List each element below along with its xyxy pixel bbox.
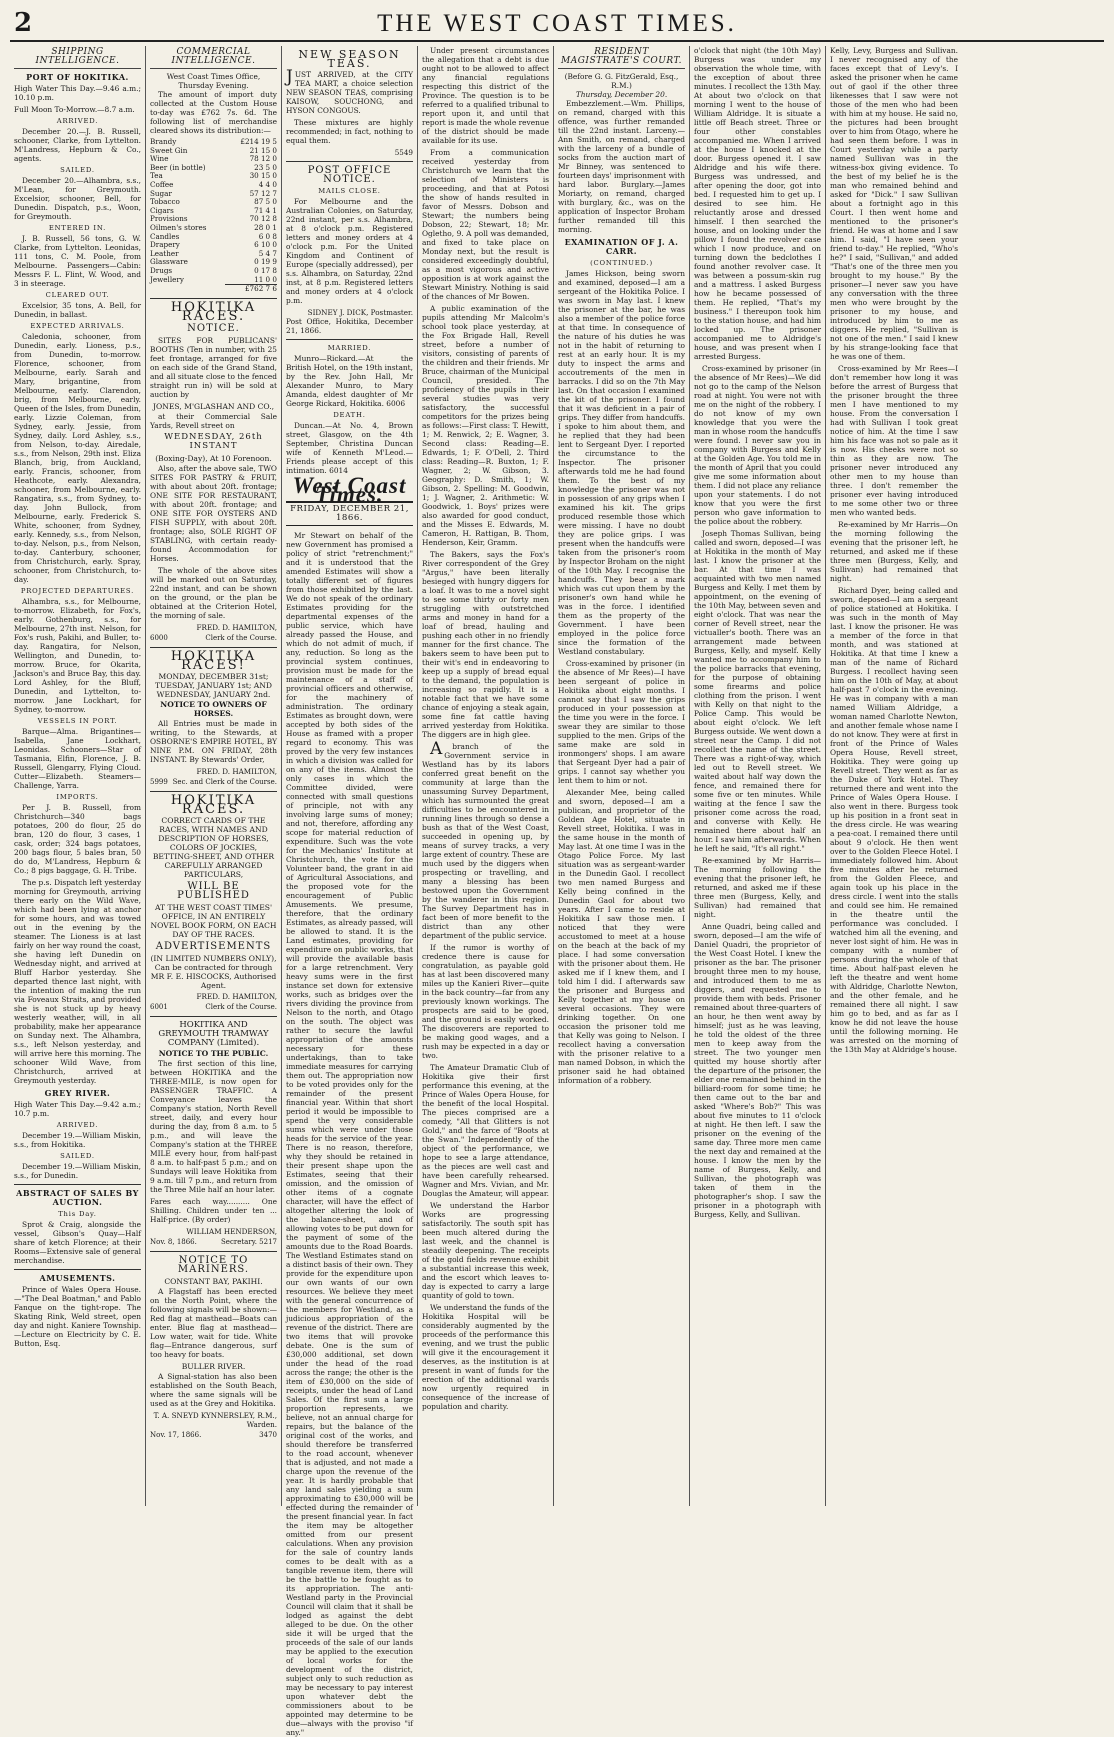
divider [14, 1184, 141, 1185]
expected-text: Caledonia, schooner, from Dunedin, early. Lioness, p.s., from Dunedin, to-morrow. Florence, schooner, from Melbourne, early. Sarah and Mary, brigantine, from Melbourne, early. Clarendon, brig, from Melbourne, early. Queen of the Isles, from Dunedin, early. Lizzie Coleman, from Sydney, early. Jessie, from Sydney, daily. Lord Ashley, s.s., from Nelson, to-day. Airedale, s.s., from Nelson, 29th inst. Eliza Blanch, brig, from Auckland, early. Francis, schooner, from Heathcote, early. Alexandra, schooner, from Melbourne, early. Rangatira, s.s., from Sydney, to-day. John Bullock, from Melbourne, early. Frederick S. White, schooner, from Sydney, early. Kennedy, s.s., from Nelson, to-day. Nelson, p.s., from Nelson, to-day. Canterbury, schooner, from Christchurch, early. Spray, schooner, from Christchurch, to-day. [14, 332, 141, 584]
grey-arrived-text: December 19.—William Miskin, s.s., from Hokitika. [14, 1131, 141, 1149]
entered-heading: ENTERED IN. [48, 224, 107, 232]
races2-sign2: Sec. and Clerk of the Course. [172, 777, 277, 786]
divider [150, 647, 277, 648]
item-value: 71 4 1 [254, 205, 277, 215]
races2-sign-row [150, 778, 277, 787]
page-number: 2 [14, 8, 33, 38]
item-value: 23 5 0 [254, 162, 277, 172]
races3-sign2: Clerk of the Course. [205, 1002, 277, 1011]
divider [150, 1251, 277, 1252]
news-paragraph: We understand the Harbor Works are progressing satisfactorily. The south spit has been much altered during the last week, and the channel is steadily deepening. The receipts of the gold fields revenue exhibit a substantial increase this week, and the escort which leaves to-day is expected to carry a large quantity of gold to town. [422, 1201, 549, 1300]
item-value: 0 17 8 [254, 265, 277, 275]
column-news [418, 46, 554, 1506]
news-paragraph: The Bakers, says the Fox's River correspondent of the Grey "Argus," have been literally besieged with hungry diggers for a loaf. It was to me a novel sight to see some thirty or forty men struggling with outstretched arms and money in hand for a loaf of bread, hauling and pushing each other in no friendly manner for the first chance. The bakers seem to have been put to their wit's end in endeavoring to keep up a supply of bread equal to the demand, the population is increasing so rapidly. It is a notable fact that we have some chance of enjoying a steak again, some fine fat cattle having arrived yesterday from Hokitika. The diggers are in high glee. [422, 550, 549, 739]
sailed-heading: SAILED. [60, 166, 95, 174]
post-office-heading: POST OFFICE NOTICE. [307, 165, 392, 185]
grey-high-water: High Water This Day.—9.42 a.m.; 10.7 p.m. [14, 1100, 141, 1118]
divider [150, 791, 277, 792]
mariners-sub: CONSTANT BAY, PAKIHI. [164, 1276, 263, 1286]
table-total-row [150, 285, 277, 294]
tramway-secretary: Secretary. 5217 [221, 1237, 277, 1246]
item-value: 78 12 0 [249, 154, 277, 164]
news-paragraph: Abranch of the Government service in Westland has by its labors conferred great benefit on the community at large than the unassuming Survey Department, which has surmounted the great difficulties to be encountered in running lines through so dense a bush as that of the West Coast, succeeded in opening up, by means of survey tracks, a very large extent of country. These are much used by the diggers when prospecting or travelling, and many a blessing has been bestowed upon the Government by the wanderer in this region. The Survey Department has in fact been of more benefit to the district than any other department of the public service. [422, 739, 549, 940]
buller-sign: T. A. SNEYD KYNNERSLEY, R.M., Warden. [153, 1410, 277, 1429]
item-name: Brandy [150, 137, 177, 146]
expected-heading: EXPECTED ARRIVALS. [30, 322, 125, 330]
court-text: Alexander Mee, being called and sworn, deposed—I am a publican, and proprietor of the Golden Age Hotel, situate in Revell street, Hokitika. I was in the same house in the month of May last. At one time I was in the Otago Police Force. My last situation was as sergeant-warder in the Dunedin Gaol. I recollect two men named Burgess and Kelly being confined in the Dunedin Gaol for about two years. After I came to reside at Hokitika I saw those men. I noticed that they were accustomed to meet at a house on the beach at the back of my place. I had some conversation with the prisoner about them. He asked me if I knew them, and I told him I did. I afterwards saw the prisoner and Burgess and Kelly together at my house on several occasions. They were drinking together. On one occasion the prisoner told me that Kelly was going to Nelson. I recollect having a conversation with the prisoner relative to a man named Dobson, in which the prisoner said he had obtained information of a robbery. [558, 788, 685, 1085]
item-value: 57 12 7 [249, 188, 277, 198]
duty-intro: The amount of import duty collected at the Custom House to-day was £762 7s. 6d. The following list of merchandise cleared shows its distribution:— [150, 90, 277, 135]
news-paragraph: A public examination of the pupils attending Mr Malcolm's school took place yesterday, at the Fox Brigade Hall, Revell street, before a number of visitors, consisting of parents of the children and their friends. Mr Bruce, chairman of the Municipal Council, presided. The proficiency of the pupils in their several studies was very satisfactory, the successful competitors for the prizes being as follows:—First class: T. Hewitt, 1; M. Renwick, 2; E. Wagner, 3. Second class: Reading—E. Edwards, 1; F. O'Dell, 2. Third class: Reading—R. Buxton, 1; F. Wagner, 2; W. Gibson, 3. Geography: D. Smith, 1; W. Gibson, 2. Spelling: M. Goodwin, 1; J. Wagner, 2. Arithmetic: W. Goodwick, 1. Boys' prizes were also awarded for good conduct, and the Misses E. Edwards, M. Cameron, H. Rattigan, B. Thom, Henderson, Keir, Gramm. [422, 304, 549, 547]
races-sign-row [150, 634, 277, 643]
examination-heading: EXAMINATION OF J. A. CARR. [564, 237, 679, 256]
races3-adv: ADVERTISEMENTS [155, 940, 272, 952]
section-title-commercial: COMMERCIAL INTELLIGENCE. [150, 48, 277, 69]
sale-time: (Boxing-Day), At 10 Forenoon. [155, 453, 272, 463]
projected-text: Alhambra, s.s., for Melbourne, to-morrow. Elizabeth, for Fox's, early. Gothenburg, s.s., for Melbourne, 27th inst. Nelson, for Fox's rush, Pakihi, and Buller, to-day. Rangatira, for Nelson, Wellington, and Dunedin, to-morrow. Bruce, for Okarita, Jackson's and Bruce Bay, this day. Lord Ashley, for the Bluff, Dunedin, and Lyttelton, to-morrow. Jane Lockhart, for Sydney, to-morrow. [14, 597, 141, 714]
ad-number: 5999 [150, 777, 168, 786]
entered-text: J. B. Russell, 56 tons, G. W. Clarke, from Lyttelton. Leonidas, 111 tons, C. M. Poole, from Melbourne. Passengers—Cabin: Messrs F. L. Flint, W. Wood, and 3 in steerage. [14, 234, 141, 288]
death-text: Duncan.—At No. 4, Brown street, Glasgow, on the 4th September, Christina Duncan wife of Kenneth M'Leod.—Friends please accept of this intimation. 6014 [286, 421, 413, 475]
sale-date: WEDNESDAY, 26th INSTANT [164, 431, 263, 451]
married-heading: MARRIED. [327, 344, 372, 352]
item-name: Coffee [150, 179, 174, 189]
court-text: Anne Quadri, being called and sworn, deposed—I am the wife of Daniel Quadri, the proprietor of the West Coast Hotel. I knew the prisoner as the bar. The prisoner brought three men to my house, and introduced them to me as diggers, and requested me to provide them with beds. Prisoner remained about three-quarters of an hour, he then went away by himself; just as he was leaving, he told the oldest of the three men to keep away from the street. The two younger men quitted my house shortly after the departure of the prisoner, the elder one remained behind in the billiard-room for some time; he then came out to the bar and asked "Where's Bob?" This was about five minutes to 11 o'clock at night. He then left. I saw the prisoner on the evening of the same day. Three more men came the next day and remained at the house. I know the men by the name of Burgess, Kelly, and Sullivan, the photograph was taken of them in the photographer's shop. I saw the prisoner in a photograph with Burgess, Kelly, and Sullivan. [694, 922, 821, 1219]
column-court [554, 46, 690, 1506]
notice-heading: NOTICE. [187, 322, 240, 334]
item-value: 11 0 0 [254, 274, 277, 284]
newspaper-title: THE WEST COAST TIMES. [377, 10, 737, 37]
ad-number: 5549 [394, 148, 413, 157]
ad-number: 6001 [150, 1002, 168, 1011]
court-heading: RESIDENT MAGISTRATE'S COURT. [558, 48, 685, 69]
abstract-day: This Day. [58, 1210, 97, 1218]
item-name: Drugs [150, 265, 173, 275]
races3-text3: (IN LIMITED NUMBERS ONLY), Can be contracted for through MR F. E. HISCOCKS, Authorised Agent. [150, 953, 277, 990]
divider [150, 298, 277, 299]
married-text: Munro—Rickard.—At the British Hotel, on the 19th instant, by the Rev. John Hall, Mr Alexander Munro, to Mary Amanda, eldest daughter of Mr George Rickard, Hokitika. 6006 [286, 354, 413, 408]
item-name: Drapery [150, 240, 180, 250]
office-line: West Coast Times Office, [166, 72, 261, 81]
court-date: Thursday, December 20. [575, 90, 668, 99]
court-text: James Hickson, being sworn and examined, deposed—I am a sergeant of the Hokitika Police. I was sworn in May last. I knew the prisoner at the bar, he was also a member of the police force at that time. In consequence of the nature of his duties he was not in the habit of returning to rest at an early hour. It is my duty to inspect the arms and accoutrements of the men in barracks. I did so on the 7th May last. On that occasion I examined the kit of the prisoner. I found that it was deficient in a pair of grips. They differ from handcuffs. I spoke to him about them, and he replied that they had been lent to Sergeant Dyer. I reported the circumstance to the Inspector. The prisoner afterwards told me he had found them. To the best of my knowledge the prisoner was not in possession of any grips when I examined his kit. The grips produced resemble those which were missing. I have no doubt they are police grips. I was present when the handcuffs were taken from the prisoner's room by Inspector Broham on the night of the 10th May. I recognise the handcuffs. They bear a mark which was cut upon them by the prisoner's own hand while he was in the force. I identified them as the property of the Government. I have been employed in the police force since the formation of the Westland constabulary. [558, 269, 685, 656]
news-paragraph: The Amateur Dramatic Club of Hokitika give their first performance this evening, at the Prince of Wales Opera House, for the benefit of the local Hospital. The pieces comprised are a comedy, "All that Glitters is not Gold," and the farce of "Boots at the Swan." Independently of the object of the performance, we hope to see a large attendance, as the pieces are well cast and have been carefully rehearsed. Wagner and Mrs. Vivian, and Mr. Douglas the Amateur, will appear. [422, 1063, 549, 1198]
postmaster-sign: SIDNEY J. DICK, Postmaster. [307, 308, 413, 317]
duty-total: £762 7 6 [225, 285, 277, 294]
court-text: Re-examined by Mr Harris—On the morning following the evening that the prisoner left, he returned, and asked me if these three men (Burgess, Kelly, and Sullivan) had remained that night. [830, 520, 958, 583]
mariners-heading: NOTICE TO MARINERS. [177, 1254, 250, 1275]
races-ad-text2: at their Commercial Sale Yards, Revell street on [150, 411, 277, 430]
court-text: Embezzlement.—Wm. Phillips, on remand, charged with this offence, was further remanded till the 22nd instant. Larceny.—Ann Smith, on remand, charged with the larceny of a bundle of socks from the auction mart of Mr Binney, was sentenced to fourteen days' imprisonment with hard labor. Burglary.—James Moriarty, on remand, charged with burglary, &c., was on the application of Inspector Broham further remanded till this morning. [558, 99, 685, 234]
section-title-shipping: SHIPPING INTELLIGENCE. [14, 48, 141, 69]
news-paragraph: If the rumor is worthy of credence there is cause for congratulation, as payable gold has at last been discovered many miles up the Kanieri River—quite in the back country—far from any previously known workings. The prospects are said to be good, and the ground is easily worked. The discoverers are reported to be making good wages, and a rush may be expected in a day or two. [422, 943, 549, 1060]
cleared-text: Excelsior, 35 tons, A. Bell, for Dunedin, in ballast. [14, 301, 141, 319]
item-value: 87 5 0 [254, 197, 277, 207]
column-notices-editorial [282, 46, 418, 1737]
news-paragraph: From a communication received yesterday from Christchurch we learn that the selection of Ministers is proceeding, and that at Potosi the show of hands resulted in favor of Messrs. Dobson and Stewart; the numbers being Dobson, 22; Stewart, 18; Mr. Ogletho, 9. A poll was demanded, and fixed to take place on Monday next, but the result is considered exceedingly doubtful, as a most vigorous and active opposition is at work against the Stewart Ministry. Nothing is said of the chances of Mr Bowen. [422, 148, 549, 301]
grey-sailed-text: December 19.—William Miskin, s.s., for Dunedin. [14, 1162, 141, 1180]
editorial-text: Mr Stewart on behalf of the new Government has promised a policy of strict "retrenchment;" and it is understood that the amended Estimates will show a totally different set of figures from those exhibited by the last. We do not speak of the ordinary Estimates providing for the departmental expenses of the public service, which have already passed the House, and which do not admit of much, if any, reduction. So long as the provincial system continues, provision must be made for the maintenance of a staff of provincial officers and otherwise, for the machinery of administration. The ordinary Estimates as brought down, were accepted by both sides of the House as framed with a proper regard to economy. This was proved by the very few instances in which a division was called for on any of the items. Almost the only cases in which the Committee divided, were connected with small questions of principle, not with any involving large sums of money; and not, therefore, affording any scope for material reduction of expenditure. Such was the vote for the Mechanics' Institute at Christchurch, the vote for the Volunteer band, the grant in aid of Agricultural Associations, and the proposed vote for the encouragement of Public Amusements. We presume, therefore, that the ordinary Estimates, as already passed, will be allowed to stand. It is the Land estimates, providing for expenditure on public works, that will provide the available basis for a large retrenchment. Very heavy sums were in the first instance set down for extensive works, such as bridges over the rivers dividing the province from Nelson to the north, and Otago on the south. The object was rather to secure the lawful appropriation of the amounts necessary for these undertakings, than to take immediate measures for carrying them out. The appropriation now to be voted provides only for the remainder of the present financial year. Within that short period it would be impossible to spend the very considerable sums which were under those heads for the service of the year. There is no reason, therefore, why they should be retained in their present shape upon the Estimates, seeing that their omission, and the omission of other items of a cognate character, will have the effect of altogether altering the look of the balance-sheet, and of allowing votes to be put down for the payment of some of the amounts due to the Road Boards. The Westland Estimates stand on a distinct basis of their own. They provide for the expenditure upon our own wants of our own resources. We believe they meet with the general concurrence of the members for Westland, as a judicious appropriation of the revenue of the district. There are two items that will provoke debate. One is the sum of £30,000 additional, set down under the head of the road across the range; the other is the item of £30,000 on the side of receipts, under the head of Land Sales. Of the first sum a large proportion represents, we believe, not an annual charge for repairs, but the balance of the original cost of the works, and should therefore be transferred to the road account, whenever that is adjusted, and not made a charge upon the revenue of the year. It is hardly probable that any land sales yielding a sum approximating to £30,000 will be effected during the remainder of the present financial year. In fact the item may be altogether omitted from our present calculations. When any provision for the sale of country lands comes to be dealt with as a tangible revenue item, there will be the battle to be fought as to its appropriation. The anti-Westland party in the Provincial Council will claim that it shall be lodged as against the debt alleged to be due. On the other side it will be urged that the proceeds of the sale of our lands may be applied to the execution of local works for the development of the district, subject only to such reduction as may be necessary to pay interest upon whatever debt the commissioners about to be appointed may determine to be due—always with the proviso "if any." [286, 531, 413, 1737]
item-name: Glassware [150, 257, 188, 267]
races-ad-text4: The whole of the above sites will be marked out on Saturday, 22nd instant, and can be shown on the ground, or the plan be obtained at the Criterion Hotel, the morning of sale. [150, 565, 277, 620]
tramway-date: Nov. 8, 1866. [150, 1237, 197, 1246]
continued-label: (CONTINUED.) [590, 259, 653, 267]
buller-heading: BULLER RIVER. [181, 1361, 246, 1371]
item-name: Sweet Gin [150, 145, 188, 155]
item-name: Provisions [150, 214, 188, 224]
court-text: o'clock that night (the 10th May) Burgess was under my observation the whole time, with the exception of about three minutes. I recollect the 13th May. At about two o'clock on that morning I went to the house of William Aldridge. It is situate a little off Beach street. Three or four other constables accompanied me. When I arrived at the house I knocked at the door. Burgess opened it. I saw Aldridge and his wife there. Burgess was undressed, and after opening the door, got into bed. I requested him to get up. I desired to see him. He reluctantly arose and dressed himself. I then searched the house, and on looking under the pillow I found the revolver case which I now produce, and on turning down the bedclothes I found another revolver case. It was between a possum-skin rug and a mattress. I asked Burgess how he became possessed of them. He replied, "That's my business." I thereupon took him to the station house, and had him locked up. The prisoner accompanied me to Aldridge's house, and was present when I arrested Burgess. [694, 46, 821, 361]
divider [286, 339, 413, 340]
column-court-continued-2 [826, 46, 962, 1506]
item-value: 70 12 8 [249, 214, 277, 224]
races-sign2: Clerk of the Course. [205, 633, 277, 642]
court-text: Cross-examined by prisoner (in the absence of Mr Rees)—I have been sergeant of police in Hokitika about eight months. I cannot say that I saw the grips produced in your possession at the time you were in the force. I swear they are similar to those supplied to the men. Grips of the same make are sold in ironmongers' shops. I am aware that Sergeant Dyer had a pair of grips. I cannot say whether you lent them to him or not. [558, 659, 685, 785]
item-value: 30 15 0 [249, 171, 277, 181]
races3-sign-row [150, 1003, 277, 1012]
item-name: Tobacco [150, 197, 180, 207]
ad-number: 3470 [259, 1430, 277, 1439]
tramway-sign-row [150, 1238, 277, 1247]
item-value: 6 0 8 [258, 231, 277, 241]
columns [10, 46, 1104, 1737]
races2-heading: HOKITIKA RACES! [170, 648, 257, 673]
court-before: (Before G. G. FitzGerald, Esq., R.M.) [564, 72, 679, 90]
ad-number: 6000 [150, 633, 168, 642]
divider [14, 1269, 141, 1270]
high-water: High Water This Day.—9.46 a.m.; 10.10 p.m. [14, 84, 141, 102]
tramway-heading: HOKITIKA AND GREYMOUTH TRAMWAY COMPANY (Limited). [158, 1019, 269, 1048]
item-name: Cigars [150, 205, 174, 215]
grey-sailed-heading: SAILED. [60, 1152, 95, 1160]
races3-text: CORRECT CARDS OF THE RACES, WITH NAMES AND DESCRIPTION OF HORSES, COLORS OF JOCKIES, BETTING-SHEET, AND OTHER CAREFULLY ARRANGED PARTICULARS, [152, 815, 275, 879]
court-text: Cross-examined by prisoner (in the absence of Mr Rees)—We did not go to the camp of the Nelson road at night. You were not with me on the night of the robbery. I do not know of my own knowledge that you were the man in whose room the handcuffs were found. I never saw you in company with Burgess and Kelly at the Golden Age. You told me in the month of April that you could give me some information about them. I did not place any reliance upon your statements. I do not know that you were the first person who gave information to the police about the robbery. [694, 364, 821, 526]
abstract-heading: ABSTRACT OF SALES BY AUCTION. [16, 1188, 139, 1207]
court-text: Cross-examined by Mr Rees—I don't remember how long it was before the arrest of Burgess that the prisoner brought the three men I have mentioned to my house. From the conversation I had with Sullivan I took great notice of him. At the time I saw him his face was not so pale as it is now. His cheeks were not so thin as they are now. The prisoner never introduced any other men to my house than three. I don't remember the prisoner ever having introduced to me some other two or three men who wanted beds. [830, 364, 958, 517]
projected-heading: PROJECTED DEPARTURES. [20, 587, 135, 595]
teas-heading: NEW SEASON TEAS. [298, 48, 401, 70]
masthead [10, 6, 1104, 42]
races-ad-text1: SITES FOR PUBLICANS' BOOTHS (Ten in number, with 25 feet frontage, arranged for five on each side of the Grand Stand, and all situate close to the fenced straight run in) will be sold at auction by [150, 335, 277, 399]
races3-text2: AT THE WEST COAST TIMES' OFFICE, IN AN ENTIRELY NOVEL BOOK FORM, ON EACH DAY OF THE RACES. [150, 902, 277, 939]
tramway-fares: Fares each way.......... One Shilling. Children under ten ... Half-price. (By order) [150, 1196, 277, 1224]
item-name: Tea [150, 171, 163, 181]
column-court-continued [690, 46, 826, 1506]
item-value: 28 0 1 [254, 222, 277, 232]
full-moon: Full Moon To-Morrow.—8.7 a.m. [14, 105, 135, 114]
item-name: Jewellery [150, 274, 184, 284]
buller-sign-row [150, 1431, 277, 1440]
item-value: 0 19 9 [254, 257, 277, 267]
arrived-heading: ARRIVED. [56, 117, 99, 125]
vessels-heading: VESSELS IN PORT. [37, 717, 118, 725]
court-text: Joseph Thomas Sullivan, being called and sworn, deposed—I was at Hokitika in the month of May last. I know the prisoner at the bar. At that time I was acquainted with two men named Burgess and Kelly. I met them by appointment, on the evening of the 10th May, between seven and eight o'clock. That was near the corner of Revell street, near the victualler's booth. There was an arrangement made between Burgess, Kelly, and myself. Kelly wanted me to accompany him to the police barracks that evening, for the purpose of obtaining some firearms and police clothing from the prison. I went with Kelly on that night to the Police Camp. This would be about eight o'clock. We left Burgess outside. We went down a street near the Camp. I did not recollect the name of the street. There was a right-of-way, which led out to Revell street. We waited about half way down the fence, and remained there for some five or ten minutes. While waiting at the fence I saw the prisoner come across the road, and converse with Kelly. He remained there about half an hour. I saw him afterwards. When he left he said, "It's all right." [694, 529, 822, 853]
races2-sign: FRED. D. HAMILTON, [196, 766, 277, 776]
item-value: £214 19 5 [240, 137, 277, 146]
port-heading: PORT OF HOKITIKA. [26, 72, 129, 82]
divider [286, 161, 413, 162]
item-value: 5 4 7 [258, 248, 277, 258]
races-ad-text3: Also, after the above sale, TWO SITES FOR PASTRY & FRUIT, with about about 20ft. frontage; ONE SITE FOR RESTAURANT, with about 20ft. frontage; and ONE SITE FOR OYSTERS AND FISH SUPPLY, with about 20ft. frontage; also, SOLE RIGHT OF STABLING, with certain ready-found Accommodation for Horses. [150, 463, 277, 563]
races-sign1: FRED. D. HAMILTON, [196, 622, 277, 632]
races2-text: All Entries must be made in writing, to the Stewards, at OSBORNE'S EMPIRE HOTEL, BY NINE P.M. ON FRIDAY, 28th INSTANT. By Stewards' Order, [150, 718, 277, 764]
item-name: Leather [150, 248, 179, 258]
court-text: Kelly, Levy, Burgess and Sullivan. I never recognised any of the faces except that of Levy's. I asked the prisoner when he came out of gaol if the other three likenesses that I saw were not those of the men who had been with him at my house. He said no, the pictures had been brought over to him from Otago, where he had seen them before. I was in Court yesterday while a party named Sullivan was in the witness-box giving evidence. To the best of my belief he is the man who remained behind and asked for "Dick." I saw Sullivan about a fortnight ago in this Court. I then went home and mentioned to the prisoner's friend. He was at home and I saw him. I said, "I have seen your friend to-day." He replied, "Who's he?" I said, "Sullivan," and added "That's one of the three men you brought to my house." By the prisoner—I never saw you have any conversation with the three men who were brought by the prisoner to my house, and introduced by him to me as diggers. He replied, "Sullivan is not one of the men." I said I knew by his strange-looking face that he was one of them. [830, 46, 958, 361]
races3-big: WILL BE PUBLISHED [177, 880, 250, 901]
tramway-text: The first section of this line, between HOKITIKA and the THREE-MILE, is now open for PASSENGER TRAFFIC. A Conveyance leaves the Company's station, North Revell street, daily, and every hour during the day, from 8 a.m. to 5 p.m., and will leave the Company's station at the THREE MILE every hour, from half-past 8 a.m. to half-past 5 p.m.; and on Sundays will leave Hokitika from 9 a.m. till 7 p.m., and return from the Three Mile half an hour later. [150, 1058, 277, 1194]
buller-date: Nov. 17, 1866. [150, 1430, 202, 1439]
mariners-text: A Flagstaff has been erected on the North Point, where the following signals will be shown:— Red flag at masthead—Boats can enter. Blue flag at masthead—Low water, wait for tide. White flag—Entrance dangerous, surf too heavy for boats. [150, 1286, 277, 1359]
news-paragraph: Under present circumstances the allegation that a debt is due ought not to be allowed to affect any financial regulations respecting this district of the Province. The question is to be referred to a qualified tribunal to report upon it, and until that report is made the whole revenue of the district should be made available for its use. [422, 46, 549, 145]
teas-text: JUST ARRIVED, at the CITY TEA MART, a choice selection NEW SEASON TEAS, comprising KAISOW, SOUCHONG, and HYSON CONGOUS. [286, 67, 413, 115]
races2-notice: NOTICE TO OWNERS OF HORSES. [160, 699, 267, 718]
item-name: Beer (in bottle) [150, 162, 206, 172]
arrived-text: December 20.—J. B. Russell, schooner, Clarke, from Lyttelton. M'Landress, Hepburn & Co., agents. [14, 127, 141, 163]
buller-text: A Signal-station has also been established on the South Beach, where the same signals will be used as at the Grey and Hokitika. [150, 1371, 277, 1408]
item-name: Sugar [150, 188, 172, 198]
sailed-text: December 20.—Alhambra, s.s., M'Lean, for Greymouth. Excelsior, schooner, Bell, for Dunedin. Dispatch, p.s., Woon, for Greymouth. [14, 176, 141, 221]
day-line: Thursday Evening. [178, 81, 249, 90]
shipping-news: The p.s. Dispatch left yesterday morning for Greymouth, arriving there early on the Wild Wave, which had been lying at anchor for some hours, and was towed out in the evening by the steamer. The Lioness is at last fairly on her way round the coast, she having left Dunedin on Wednesday night, and arrived at Bluff Harbor yesterday. She departed thence last night, with the intention of making the run via Foveaux Straits, and provided she is not stuck up by heavy westerly weather, will, in all probability, make her appearance on Sunday next. The Alhambra, s.s., left Nelson yesterday, and will arrive here this morning. The schooner Wild Wave, from Christchurch, arrived at Greymouth yesterday. [14, 878, 141, 1085]
item-value: 4 4 0 [258, 179, 277, 189]
tramway-sign: WILLIAM HENDERSON, [186, 1226, 277, 1236]
item-name: Candles [150, 231, 180, 241]
divider [150, 1016, 277, 1017]
grey-arrived-heading: ARRIVED. [56, 1121, 99, 1129]
amusements-text: Prince of Wales Opera House.—"The Deal Boatman," and Pablo Fanque on the tight-rope. The Skating Rink, Weld street, open day and night. Kaniere Township.—Lecture on Electricity by C. E. Button, Esq. [14, 1285, 141, 1348]
teas-text2: These mixtures are highly recommended; in fact, nothing to equal them. [286, 118, 413, 145]
vessels-text: Barque—Alma. Brigantines—Isabella, Jane Lockhart, Leonidas. Schooners—Star of Tasmania, Elfin, Florence, J. B. Russell, Glengarry, Flying Cloud. Cutter—Elizabeth. Steamers—Challenge, Yarra. [14, 727, 141, 790]
cleared-heading: CLEARED OUT. [45, 291, 110, 299]
duty-table [150, 138, 277, 294]
post-office-date: Post Office, Hokitika, December 21, 1866. [286, 317, 413, 335]
news-paragraph: We understand the funds of the Hokitika Hospital will be considerably augmented by the proceeds of the performance this evening, and we trust the public will give it the encouragement it deserves, as the institution is at present in want of funds for the erection of the additional wards now urgently required in consequence of the increase of population and charity. [422, 1303, 549, 1411]
tramway-notice: NOTICE TO THE PUBLIC. [158, 1048, 269, 1058]
court-text: Re-examined by Mr Harris—The morning following the evening that the prisoner left, he returned, and asked me if these three men (Burgess, Kelly, and Sullivan) had remained that night. [694, 856, 821, 919]
imports-heading: IMPORTS. [56, 793, 99, 801]
item-name: Oilmen's stores [150, 222, 207, 232]
column-commercial [146, 46, 282, 1506]
death-heading: DEATH. [333, 411, 366, 419]
races2-dates: MONDAY, DECEMBER 31st; TUESDAY, JANUARY 1st; AND WEDNESDAY, JANUARY 2nd. [154, 671, 273, 699]
races-ad-heading: HOKITIKA RACES. [170, 299, 257, 324]
item-value: 21 15 0 [249, 145, 277, 155]
abstract-text: Sprot & Craig, alongside the vessel, Gibson's Quay—Half share of ketch Florence; at their Rooms—Extensive sale of general merchandise. [14, 1220, 141, 1265]
item-name: Wine [150, 154, 169, 164]
court-text: Richard Dyer, being called and sworn, deposed—I am a sergeant of police stationed at Hokitika. I was such in the month of May last. I know the prisoner. He was a member of the force in that month, and was stationed at Hokitika. At that time I knew a man of the name of Richard Burgess. I recollect having seen him on the 10th of May, at about half-past 7 o'clock in the evening. He was in company with a man named William Aldridge, a woman named Charlotte Newton, and another female whose name I do not know. They were at first in front of the Prince of Wales Opera House, Revell street, Hokitika. They were going up Revell street. They went as far as the Duke of York Hotel. They returned there and went into the Prince of Wales Opera House. I also went in there. Burgess took up his position in a front seat in the dress circle. He was wearing a pea-coat. I remained there until about 9 o'clock. He then went over to the Golden Fleece Hotel. I immediately followed him. About five minutes after he returned from the Golden Fleece, and again took up his place in the dress circle. I went into the stalls and could see him. He remained in the theatre until the performance was concluded. I watched him all the evening, and never lost sight of him. He was in company with a number of persons during the whole of that time. About half-past eleven he left the theatre and went home with Aldridge, Charlotte Newton, and the other female, and he remained there all night. I saw him go to bed, and as far as I know he did not leave the house until the following morning. He was arrested on the morning of the 13th May at Aldridge's house. [830, 586, 958, 1054]
editorial-masthead: West Coast Times. [292, 473, 407, 507]
auctioneer-name: JONES, M'GLASHAN AND CO., [152, 401, 275, 411]
post-office-text: For Melbourne and the Australian Colonies, on Saturday, 22nd instant, per s.s. Alhambra, at 8 o'clock p.m. Registered letters and money orders at 4 o'clock p.m. For the United Kingdom and Continent of Europe (specially addressed), per s.s. Alhambra, on Saturday, 22nd inst, at 8 p.m. Registered letters and money orders at 4 o'clock p.m. [286, 197, 413, 305]
amusements-heading: AMUSEMENTS. [39, 1273, 116, 1283]
grey-heading: GREY RIVER. [44, 1088, 111, 1098]
imports-text: Per J. B. Russell, from Christchurch—340 bags potatoes, 200 do flour, 25 do bran, 120 do flour, 3 cases, 1 cask, order; 324 bags potatoes, 200 bags flour, 5 bales bran, 50 do do, M'Landress, Hepburn & Co.; 8 pigs baggage, G. H. Tribe. [14, 803, 141, 875]
races3-sign: FRED. D. HAMILTON, [196, 991, 277, 1001]
column-shipping [10, 46, 146, 1506]
races3-heading: HOKITIKA RACES. [170, 792, 257, 817]
item-value: 6 10 0 [254, 240, 277, 250]
editorial-date: FRIDAY, DECEMBER 21, 1866. [286, 501, 413, 526]
mails-close: MAILS CLOSE. [318, 187, 381, 195]
